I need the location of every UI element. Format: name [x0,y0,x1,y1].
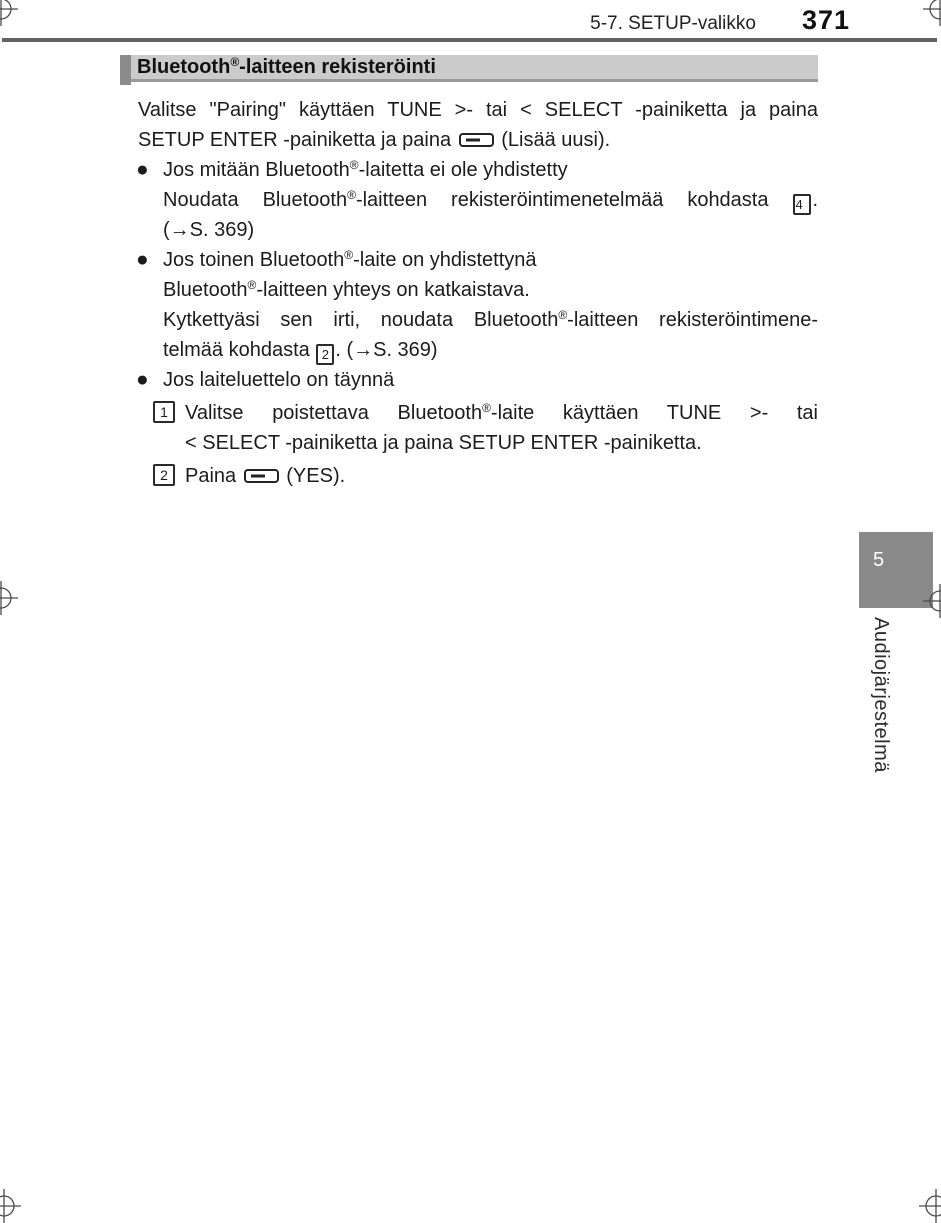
text-run: Noudata Bluetooth [163,189,348,211]
text-run: (Lisää uusi). [495,129,611,151]
text-run: -laitteen rekisteröintimenetelmää kohdasta [355,189,793,211]
registration-mark-icon [923,584,941,618]
boxed-number: 4 [793,194,811,215]
text-line [163,155,818,185]
page-number: 371 [801,5,850,35]
text-run: (→S. 369) [163,219,255,241]
step-number-box: 1 [153,401,175,423]
chapter-tab [859,532,933,608]
registration-mark-icon [0,0,18,26]
text-line [163,275,818,305]
text-line [163,245,818,275]
text-run: Jos laiteluettelo on täynnä [163,369,395,391]
section-heading-bar [120,55,818,82]
registered-trademark: ® [558,308,568,322]
text-run: -laite on yhdistettynä [353,249,537,271]
text-run: -laitteen rekisteröintimene- [567,309,818,331]
text-line [185,398,818,428]
text-run: -laitetta ei ole yhdistetty [358,159,568,181]
text-line [163,335,818,365]
heading-accent-block [120,55,131,85]
page-header [590,5,850,36]
chapter-number: 5 [873,549,885,571]
text-run: < SELECT -painiketta ja paina SETUP ENTER -painiketta. [185,432,702,454]
text-line [163,365,818,395]
text-run: Paina [185,465,242,487]
text-run: Valitse "Pairing" käyttäen TUNE >- tai < SELECT -painiketta ja paina [138,99,818,121]
step-block [138,398,818,458]
text-run: Jos toinen Bluetooth [163,249,345,271]
bullet-marker: ● [136,158,149,181]
text-run: SETUP ENTER -painiketta ja paina [138,129,457,151]
text-line [185,461,818,491]
registered-trademark: ® [347,188,356,202]
text-run: -laitteen yhteys on katkaistava. [256,279,530,301]
text-line [138,95,818,125]
text-line [163,185,818,215]
bullet-block [138,365,818,395]
text-line [138,125,818,155]
registration-mark-icon [0,581,18,615]
registration-mark-icon [923,0,941,26]
text-run: . [812,189,819,211]
dash-button-icon [244,469,279,483]
registered-trademark: ® [247,278,257,292]
content-column [120,55,818,491]
registered-trademark: ® [482,401,491,415]
text-run: -laite käyttäen TUNE >- tai [490,402,818,424]
chapter-label: Audiojärjestelmä [870,617,892,773]
text-run: Bluetooth [137,55,231,78]
body-text [138,95,818,491]
text-run: (YES). [280,465,346,487]
paragraph-block [138,95,818,155]
registration-mark-icon [0,1189,21,1223]
step-block [138,461,818,491]
text-run: . (→S. 369) [335,339,438,361]
boxed-number: 2 [316,344,334,365]
bullet-block [138,245,818,365]
registered-trademark: ® [344,248,354,262]
bullet-marker: ● [136,248,149,271]
registered-trademark: ® [230,54,240,69]
text-run: Jos mitään Bluetooth [163,159,350,181]
section-heading [137,56,436,79]
step-number-box: 2 [153,464,175,486]
text-run: telmää kohdasta [163,339,316,361]
text-line [163,305,818,335]
text-run: Valitse poistettava Bluetooth [185,402,483,424]
registered-trademark: ® [349,158,359,172]
dash-button-icon [459,133,494,147]
section-title: 5-7. SETUP-valikko [590,13,756,34]
text-run: Kytkettyäsi sen irti, noudata Bluetooth [163,309,559,331]
bullet-marker: ● [136,368,149,391]
registration-mark-icon [919,1189,941,1223]
text-line [163,215,818,245]
text-run: -laitteen rekisteröinti [239,55,436,78]
bullet-block [138,155,818,245]
header-divider [2,38,937,42]
text-run: Bluetooth [163,279,248,301]
text-line [185,428,818,458]
